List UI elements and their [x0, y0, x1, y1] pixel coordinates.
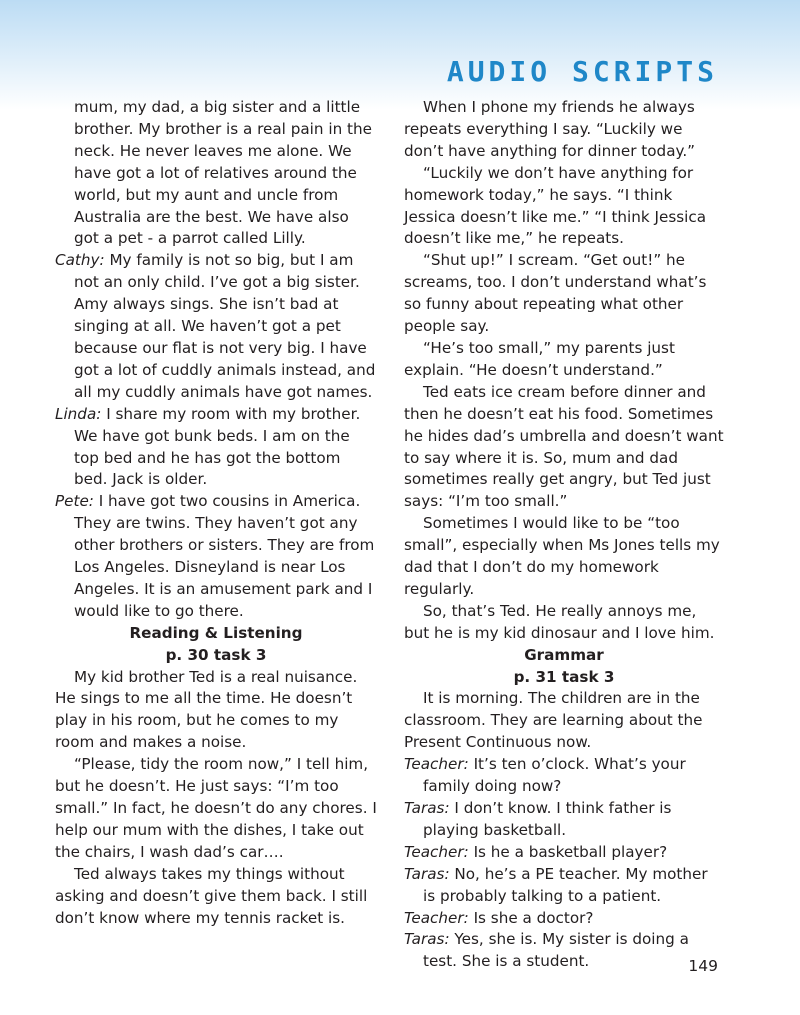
dialogue-text: Is he a basketball player? — [473, 842, 668, 861]
section-heading: p. 30 task 3 — [165, 645, 267, 664]
dialogue-text: I share my room with my brother. We have got bunk beds. I am on the top bed and he has got the bottom bed. Jack is older. — [74, 404, 361, 489]
dialogue-line — [404, 864, 724, 908]
dialogue-text: It’s ten o’clock. What’s your family doing now? — [423, 755, 686, 796]
dialogue-line — [55, 250, 377, 403]
dialogue-text: I have got two cousins in America. They are twins. They haven’t got any other brothers or sisters. They are from Los Angeles. Disneyland is near Los Angeles. It is an amusement park and I would like to go there. — [74, 492, 375, 620]
dialogue-text: My family is not so big, but I am not an only child. I’ve got a big sister. Amy always sings. She isn’t bad at singing at all. We haven’t got a pet because our flat is not very big. I have got a lot of cuddly animals instead, and all my cuddly animals have got names. — [74, 251, 376, 401]
text-paragraph: mum, my dad, a big sister and a little brother. My brother is a real pain in the neck. He never leaves me alone. We have got a lot of relatives around the world, but my aunt and uncle from Australia are the best. We have also got a pet - a parrot called Lilly. — [74, 98, 372, 248]
dialogue-text: No, he’s a PE teacher. My mother is probably talking to a patient. — [423, 864, 708, 905]
dialogue-text: I don’t know. I think father is playing basketball. — [423, 799, 672, 839]
speaker-name: Taras: — [404, 799, 450, 817]
section-heading: Grammar — [524, 645, 604, 664]
speaker-name: Taras: — [404, 864, 450, 883]
page-header-title: AUDIO SCRIPTS — [446, 55, 718, 88]
speaker-name: Teacher: — [404, 755, 469, 774]
text-paragraph: My kid brother Ted is a real nuisance. He sings to me all the time. He doesn’t play in his room, but he comes to my room and makes a noise. — [55, 667, 358, 752]
dialogue-line — [404, 842, 724, 864]
text-paragraph: Ted always takes my things without asking and doesn’t give them back. I still don’t know where my tennis racket is. — [55, 864, 368, 927]
text-paragraph: “Luckily we don’t have anything for homework today,” he says. “I think Jessica doesn’t like me.” “I think Jessica doesn’t like me,” he repeats. — [404, 163, 707, 248]
dialogue-line — [404, 908, 724, 930]
speaker-name: Linda: — [55, 404, 102, 423]
text-paragraph: It is morning. The children are in the classroom. They are learning about the Present Continuous now. — [404, 689, 703, 752]
page-number: 149 — [688, 957, 718, 975]
speaker-name: Cathy: — [55, 251, 105, 270]
dialogue-line — [404, 754, 724, 798]
dialogue-line — [404, 798, 724, 842]
dialogue-line — [404, 929, 724, 973]
dialogue-line — [55, 404, 377, 492]
speaker-name: Teacher: — [404, 842, 469, 861]
speaker-name: Pete: — [55, 492, 94, 511]
right-column — [404, 97, 724, 973]
left-column — [55, 97, 377, 929]
text-paragraph: “He’s too small,” my parents just explain. “He doesn’t understand.” — [404, 338, 675, 379]
text-paragraph: Sometimes I would like to be “too small”, especially when Ms Jones tells my dad that I don’t do my homework regularly. — [404, 514, 720, 598]
text-paragraph: So, that’s Ted. He really annoys me, but he is my kid dinosaur and I love him. — [404, 601, 715, 642]
text-paragraph: “Shut up!” I scream. “Get out!” he screams, too. I don’t understand what’s so funny about repeating what other people say. — [404, 251, 707, 336]
section-heading: Reading & Listening — [129, 623, 303, 642]
speaker-name: Teacher: — [404, 908, 469, 927]
speaker-name: Taras: — [404, 930, 450, 949]
text-paragraph: When I phone my friends he always repeats everything I say. “Luckily we don’t have anything for dinner today.” — [404, 98, 696, 160]
text-paragraph: “Please, tidy the room now,” I tell him, but he doesn’t. He just says: “I’m too small.” In fact, he doesn’t do any chores. I help our mum with the dishes, I take out the chairs, I wash dad’s car…. — [55, 755, 377, 861]
section-heading: p. 31 task 3 — [513, 667, 615, 686]
dialogue-text: Yes, she is. My sister is doing a test. She is a student. — [423, 930, 689, 971]
text-paragraph: Ted eats ice cream before dinner and then he doesn’t eat his food. Sometimes he hides dad’s umbrella and doesn’t want to say where it is. So, mum and dad sometimes really get angry, but Ted just says: “I’m too small.” — [404, 382, 724, 511]
dialogue-line — [55, 491, 377, 622]
dialogue-text: Is she a doctor? — [473, 908, 594, 927]
